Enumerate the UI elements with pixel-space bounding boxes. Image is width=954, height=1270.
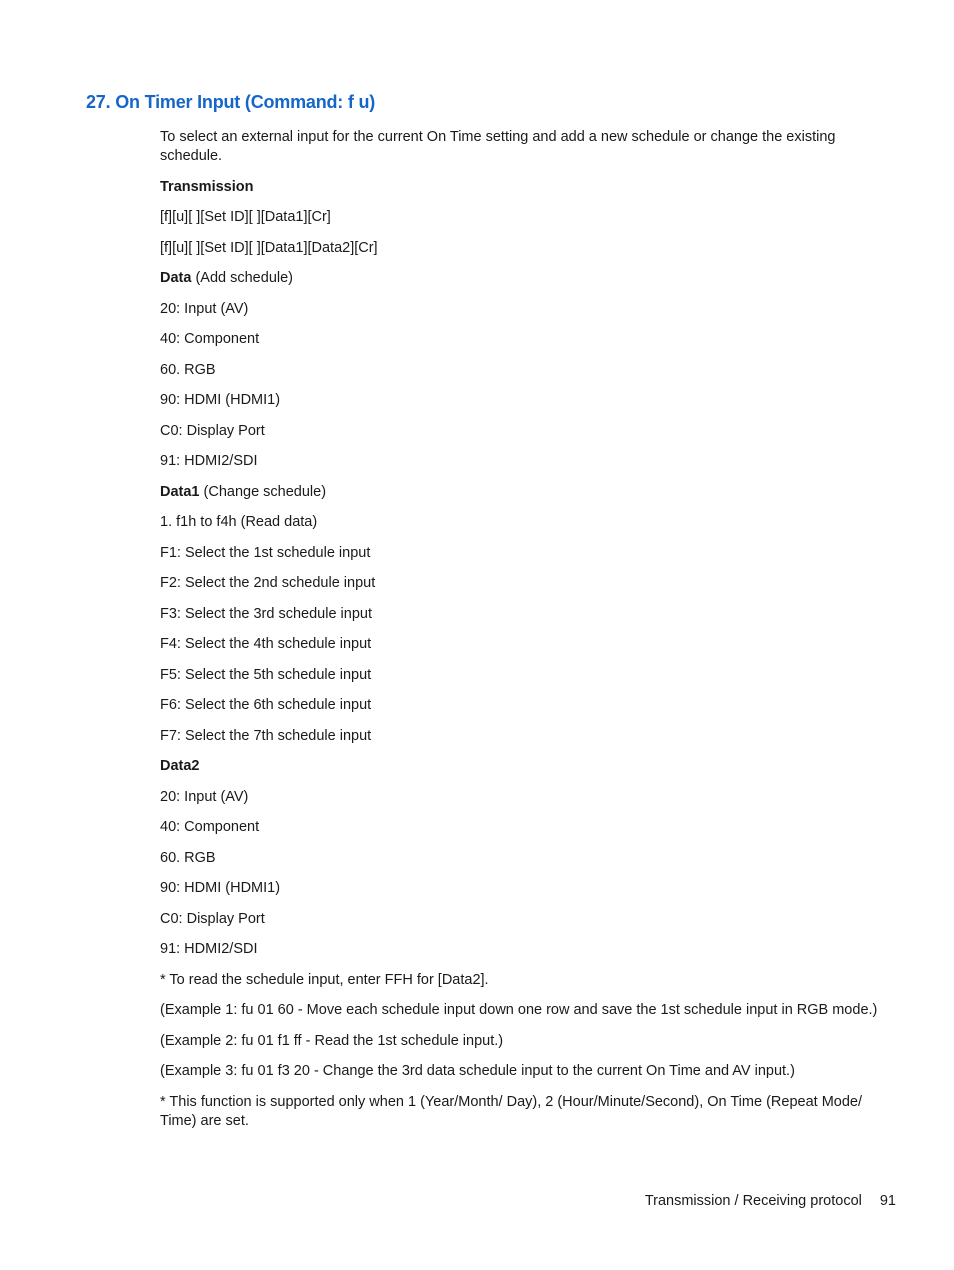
note-support-condition: * This function is supported only when 1 (Year/Month/ Day), 2 (Hour/Minute/Second), On Time (Repeat Mode/ Time) are set. bbox=[160, 1093, 862, 1129]
intro-paragraph: To select an external input for the current On Time setting and add a new schedule or change the existing schedule. bbox=[160, 129, 836, 164]
data1-item: F3: Select the 3rd schedule input bbox=[160, 605, 372, 622]
transmission-label: Transmission bbox=[160, 178, 254, 195]
data-item: 40: Component bbox=[160, 331, 260, 347]
data1-item: F2: Select the 2nd schedule input bbox=[160, 575, 376, 591]
data-item: 91: HDMI2/SDI bbox=[160, 453, 258, 469]
page-number: 91 bbox=[879, 1193, 896, 1209]
data2-item: C0: Display Port bbox=[160, 910, 265, 927]
note-example-3: (Example 3: fu 01 f3 20 - Change the 3rd data schedule input to the current On Time and AV input.) bbox=[160, 1063, 795, 1079]
data1-item: F5: Select the 5th schedule input bbox=[160, 666, 372, 683]
section-heading: 27. On Timer Input (Command: f u) bbox=[86, 92, 376, 112]
page-footer bbox=[540, 1192, 896, 1211]
transmission-format-1: [f][u][ ][Set ID][ ][Data1][Cr] bbox=[160, 209, 331, 225]
note-example-2: (Example 2: fu 01 f1 ff - Read the 1st schedule input.) bbox=[160, 1032, 504, 1049]
data2-label: Data2 bbox=[160, 758, 200, 774]
data1-item: F1: Select the 1st schedule input bbox=[160, 544, 371, 561]
data1-label: Data1 (Change schedule) bbox=[160, 483, 327, 500]
note-example-1: (Example 1: fu 01 60 - Move each schedule input down one row and save the 1st schedule input in RGB mode.) bbox=[160, 1002, 878, 1018]
data-item: 60. RGB bbox=[160, 361, 216, 378]
data2-item: 20: Input (AV) bbox=[160, 788, 249, 805]
note-read-schedule: * To read the schedule input, enter FFH for [Data2]. bbox=[160, 971, 489, 988]
data1-item: F4: Select the 4th schedule input bbox=[160, 636, 372, 652]
data1-item: 1. f1h to f4h (Read data) bbox=[160, 514, 318, 530]
data1-item: F6: Select the 6th schedule input bbox=[160, 697, 372, 713]
footer-section-title: Transmission / Receiving protocol bbox=[644, 1193, 862, 1209]
data2-item: 90: HDMI (HDMI1) bbox=[160, 880, 281, 896]
data2-item: 40: Component bbox=[160, 819, 260, 835]
transmission-format-2: [f][u][ ][Set ID][ ][Data1][Data2][Cr] bbox=[160, 239, 378, 256]
data-item: 20: Input (AV) bbox=[160, 300, 249, 317]
data-item: C0: Display Port bbox=[160, 422, 265, 439]
data1-item: F7: Select the 7th schedule input bbox=[160, 727, 372, 744]
data-label: Data (Add schedule) bbox=[160, 270, 293, 286]
data2-item: 91: HDMI2/SDI bbox=[160, 941, 258, 957]
data2-item: 60. RGB bbox=[160, 849, 216, 866]
section-body bbox=[160, 128, 890, 1142]
data-item: 90: HDMI (HDMI1) bbox=[160, 392, 281, 408]
